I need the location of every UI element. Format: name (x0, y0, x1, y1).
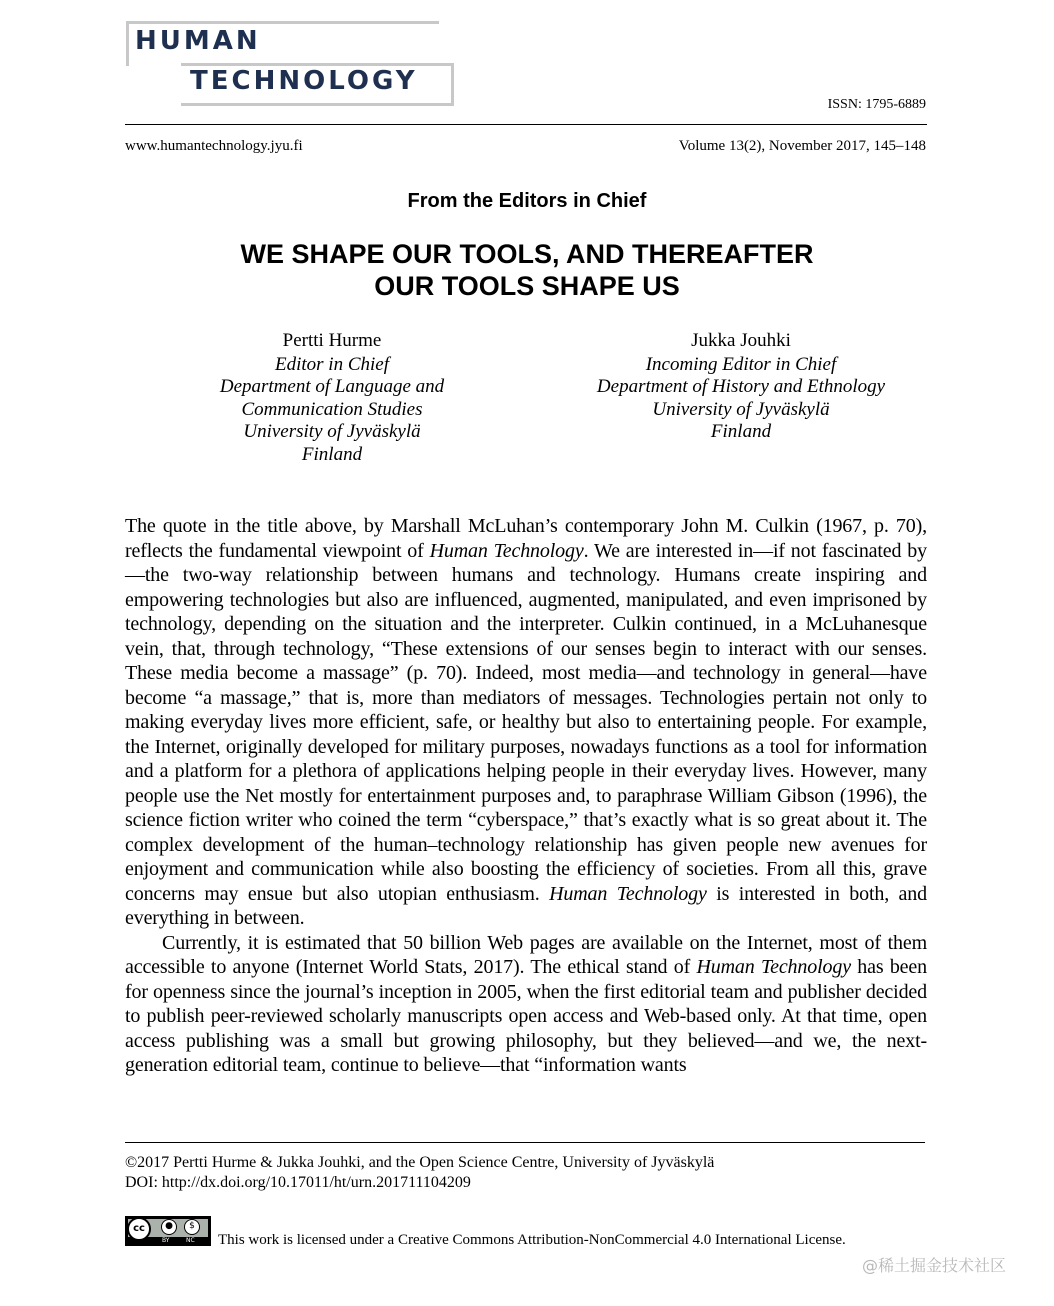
title-line-1: WE SHAPE OUR TOOLS, AND THEREAFTER (240, 239, 814, 269)
logo-word-human: HUMAN (135, 26, 261, 56)
author-name: Pertti Hurme (282, 330, 382, 351)
journal-name: Human Technology (549, 882, 707, 905)
issn: ISSN: 1795-6889 (827, 97, 926, 112)
text-run: has been for openness since the journal’s inception in 2005, when the first editorial team and publisher decided to publish peer-reviewed scholarly manuscripts open access and Web-based only. At that time, open access publishing was a small but growing philosophy, but they believed—and we, the next-generation editorial team, continue to believe—that “information wants (125, 956, 927, 1076)
watermark: @稀土掘金技术社区 (862, 1256, 1007, 1275)
author-block-2 (571, 330, 911, 444)
author-role: Editor in Chief (275, 353, 389, 375)
author-name: Jukka Jouhki (691, 330, 791, 351)
journal-name: Human Technology (696, 956, 851, 978)
author-block-1 (162, 330, 502, 467)
paragraph-2 (125, 931, 927, 1078)
author-department: Department of Language and (219, 376, 445, 398)
footer-rule (125, 1142, 925, 1143)
cc-by-label: BY (162, 1237, 170, 1244)
text-run: is interested in both, and everything in between. (125, 882, 927, 929)
author-country: Finland (301, 443, 363, 465)
author-role: Incoming Editor in Chief (645, 353, 837, 375)
text-run: The quote in the title above, by Marshall McLuhan’s contemporary John M. Culkin (1967, p. 70), reflects the fundamental viewpoint of (125, 515, 927, 562)
noncommercial-icon: $ (184, 1219, 200, 1235)
journal-name: Human Technology (429, 539, 584, 562)
header-rule (125, 124, 927, 125)
copyright-notice (125, 1153, 714, 1193)
author-country: Finland (710, 421, 772, 443)
author-university: University of Jyväskylä (243, 421, 421, 443)
title-line-2: OUR TOOLS SHAPE US (374, 271, 680, 301)
license-text: This work is licensed under a Creative Commons Attribution-NonCommercial 4.0 International License. (218, 1232, 846, 1248)
cc-nc-label: NC (186, 1237, 195, 1244)
volume-info: Volume 13(2), November 2017, 145–148 (678, 138, 926, 154)
article-body (125, 514, 927, 1078)
author-department-cont: Communication Studies (241, 398, 423, 420)
author-university: University of Jyväskylä (652, 398, 830, 420)
text-run: . We are interested in—if not fascinated by—the two-way relationship between humans and technology. Humans create inspiring and empowering technologies but also are influenced, augmented, manipulated, and even imprisoned by technology, depending on the situation and the interpreter. Culkin continued, in a McLuhanesque vein, that, through technology, “These extensions of our senses begin to interact with our senses. These media become a massage” (p. 70). Indeed, most media—and technology in general—have become “a massage,” that is, more than mediators of messages. Technologies pertain not only to making everyday lives more efficient, safe, or healthy but also to entertaining people. For example, the Internet, originally developed for military purposes, nowadays functions as a tool for information and a platform for a plethora of applications helping people in their everyday lives. However, many people use the Net mostly for entertainment purposes and, to paraphrase William Gibson (1996), the science fiction writer who coined the term “cyberspace,” that’s exactly what is so great about it. The complex development of the human–technology relationship has given people new avenues for enjoyment and communication while also boosting the efficiency of societies. From all this, grave concerns may ensue but also utopian enthusiasm. (125, 539, 927, 905)
logo-word-technology: TECHNOLOGY (190, 66, 418, 96)
journal-website-link[interactable]: www.humantechnology.jyu.fi (125, 138, 303, 154)
section-label: From the Editors in Chief (407, 190, 647, 212)
attribution-icon: ● (161, 1219, 177, 1235)
cc-badge-labels (154, 1237, 210, 1245)
creative-commons-badge[interactable] (125, 1216, 211, 1246)
copyright-line: ©2017 Pertti Hurme & Jukka Jouhki, and the Open Science Centre, University of Jyväskylä (125, 1154, 715, 1171)
cc-icon: cc (127, 1217, 151, 1241)
paragraph-1 (125, 514, 927, 931)
author-department: Department of History and Ethnology (596, 376, 886, 398)
doi-link[interactable]: DOI: http://dx.doi.org/10.17011/ht/urn.201711104209 (125, 1174, 471, 1191)
article-title (0, 238, 1054, 302)
text-run: Currently, it is estimated that 50 billion Web pages are available on the Internet, most of them accessible to anyone (Internet World Stats, 2017). The ethical stand of (125, 931, 927, 978)
